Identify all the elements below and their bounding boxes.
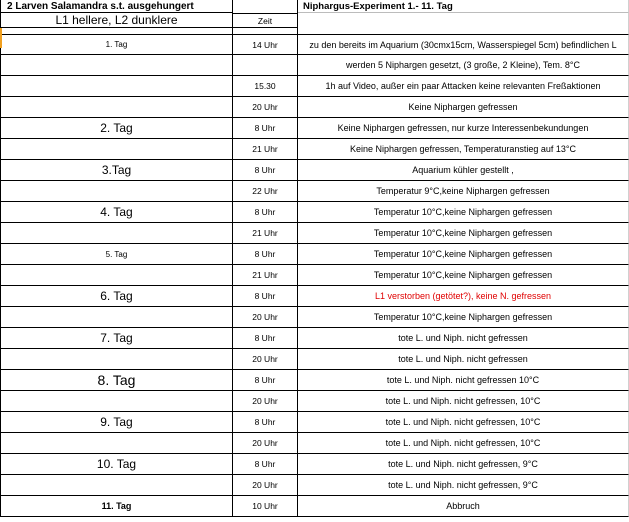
day-cell[interactable] — [0, 181, 233, 202]
note-cell[interactable]: Abbruch — [298, 496, 629, 517]
time-cell[interactable]: 8 Uhr — [233, 244, 298, 265]
time-cell[interactable]: 15.30 — [233, 76, 298, 97]
time-cell[interactable]: 8 Uhr — [233, 160, 298, 181]
time-cell[interactable]: 21 Uhr — [233, 265, 298, 286]
time-cell[interactable]: 20 Uhr — [233, 349, 298, 370]
note-cell[interactable]: Keine Niphargen gefressen, nur kurze Interessenbekundungen — [298, 118, 629, 139]
time-cell[interactable]: 20 Uhr — [233, 433, 298, 454]
time-cell[interactable]: 8 Uhr — [233, 370, 298, 391]
gap-cell[interactable] — [298, 28, 629, 35]
time-cell[interactable]: 8 Uhr — [233, 286, 298, 307]
note-cell[interactable]: Temperatur 10°C,keine Niphargen gefressen — [298, 307, 629, 328]
day-cell[interactable] — [0, 475, 233, 496]
time-cell[interactable]: 20 Uhr — [233, 307, 298, 328]
note-cell[interactable]: Temperatur 10°C,keine Niphargen gefressen — [298, 244, 629, 265]
table-row — [0, 223, 629, 244]
time-cell[interactable]: 8 Uhr — [233, 328, 298, 349]
time-cell[interactable]: 21 Uhr — [233, 223, 298, 244]
day-cell[interactable] — [0, 307, 233, 328]
day-cell[interactable] — [0, 139, 233, 160]
time-header-cell[interactable]: Zeit — [233, 13, 298, 28]
day-cell[interactable] — [0, 433, 233, 454]
table-row — [0, 349, 629, 370]
time-cell[interactable]: 20 Uhr — [233, 475, 298, 496]
time-cell[interactable]: 14 Uhr — [233, 35, 298, 55]
day-cell[interactable]: 6. Tag — [0, 286, 233, 307]
day-cell[interactable]: 8. Tag — [0, 370, 233, 391]
time-cell[interactable]: 8 Uhr — [233, 202, 298, 223]
table-row — [0, 328, 629, 349]
selection-marker — [0, 28, 2, 48]
time-cell[interactable]: 21 Uhr — [233, 139, 298, 160]
note-cell[interactable]: L1 verstorben (getötet?), keine N. gefressen — [298, 286, 629, 307]
subheader-empty-cell[interactable] — [298, 13, 629, 28]
table-row — [0, 97, 629, 118]
day-cell[interactable]: 9. Tag — [0, 412, 233, 433]
day-cell[interactable] — [0, 97, 233, 118]
gap-cell[interactable] — [0, 28, 233, 35]
table-row — [0, 160, 629, 181]
day-cell[interactable]: 11. Tag — [0, 496, 233, 517]
table-row — [0, 286, 629, 307]
table-row — [0, 307, 629, 328]
note-cell[interactable]: tote L. und Niph. nicht gefressen, 9°C — [298, 454, 629, 475]
day-cell[interactable] — [0, 55, 233, 76]
time-cell[interactable]: 10 Uhr — [233, 496, 298, 517]
day-cell[interactable] — [0, 265, 233, 286]
note-cell[interactable]: tote L. und Niph. nicht gefressen, 9°C — [298, 475, 629, 496]
day-cell[interactable]: 4. Tag — [0, 202, 233, 223]
note-cell[interactable]: tote L. und Niph. nicht gefressen, 10°C — [298, 391, 629, 412]
note-cell[interactable]: Aquarium kühler gestellt , — [298, 160, 629, 181]
time-cell[interactable]: 8 Uhr — [233, 454, 298, 475]
time-cell[interactable]: 8 Uhr — [233, 412, 298, 433]
gap-row — [0, 28, 629, 35]
table-row — [0, 118, 629, 139]
note-cell[interactable]: werden 5 Niphargen gesetzt, (3 große, 2 Kleine), Tem. 8°C — [298, 55, 629, 76]
table-row — [0, 391, 629, 412]
time-cell[interactable]: 22 Uhr — [233, 181, 298, 202]
header-empty-cell[interactable] — [233, 0, 298, 13]
time-cell[interactable]: 20 Uhr — [233, 97, 298, 118]
day-cell[interactable]: 2. Tag — [0, 118, 233, 139]
table-row — [0, 412, 629, 433]
note-cell[interactable]: Temperatur 10°C,keine Niphargen gefressen — [298, 202, 629, 223]
time-cell[interactable] — [233, 55, 298, 76]
subheader-row — [0, 13, 629, 28]
table-row — [0, 454, 629, 475]
note-cell[interactable]: tote L. und Niph. nicht gefressen — [298, 349, 629, 370]
time-cell[interactable]: 20 Uhr — [233, 391, 298, 412]
note-cell[interactable]: zu den bereits im Aquarium (30cmx15cm, Wasserspiegel 5cm) befindlichen L — [298, 35, 629, 55]
note-cell[interactable]: tote L. und Niph. nicht gefressen — [298, 328, 629, 349]
note-cell[interactable]: tote L. und Niph. nicht gefressen, 10°C — [298, 433, 629, 454]
subtitle-left-cell[interactable]: L1 hellere, L2 dunklere — [0, 13, 233, 28]
title-left-cell[interactable]: 2 Larven Salamandra s.t. ausgehungert — [0, 0, 233, 13]
note-cell[interactable]: Temperatur 10°C,keine Niphargen gefressen — [298, 265, 629, 286]
note-cell[interactable]: tote L. und Niph. nicht gefressen, 10°C — [298, 412, 629, 433]
header-row — [0, 0, 629, 13]
note-cell[interactable]: Temperatur 10°C,keine Niphargen gefressen — [298, 223, 629, 244]
day-cell[interactable]: 1. Tag — [0, 35, 233, 55]
note-cell[interactable]: tote L. und Niph. nicht gefressen 10°C — [298, 370, 629, 391]
table-row — [0, 76, 629, 97]
day-cell[interactable]: 10. Tag — [0, 454, 233, 475]
table-row — [0, 475, 629, 496]
table-row — [0, 139, 629, 160]
day-cell[interactable]: 3.Tag — [0, 160, 233, 181]
note-cell[interactable]: Keine Niphargen gefressen — [298, 97, 629, 118]
table-row — [0, 370, 629, 391]
table-row — [0, 35, 629, 55]
table-row — [0, 181, 629, 202]
table-row — [0, 55, 629, 76]
day-cell[interactable] — [0, 391, 233, 412]
table-row — [0, 496, 629, 517]
day-cell[interactable] — [0, 349, 233, 370]
day-cell[interactable] — [0, 76, 233, 97]
gap-cell[interactable] — [233, 28, 298, 35]
time-cell[interactable]: 8 Uhr — [233, 118, 298, 139]
note-cell[interactable]: Temperatur 9°C,keine Niphargen gefressen — [298, 181, 629, 202]
table-row — [0, 265, 629, 286]
table-row — [0, 202, 629, 223]
note-cell[interactable]: 1h auf Video, außer ein paar Attacken keine relevanten Freßaktionen — [298, 76, 629, 97]
table-row — [0, 244, 629, 265]
day-cell[interactable] — [0, 223, 233, 244]
day-cell[interactable]: 7. Tag — [0, 328, 233, 349]
title-right-cell[interactable]: Niphargus-Experiment 1.- 11. Tag — [298, 0, 629, 13]
day-cell[interactable]: 5. Tag — [0, 244, 233, 265]
note-cell[interactable]: Keine Niphargen gefressen, Temperaturanstieg auf 13°C — [298, 139, 629, 160]
table-row — [0, 433, 629, 454]
